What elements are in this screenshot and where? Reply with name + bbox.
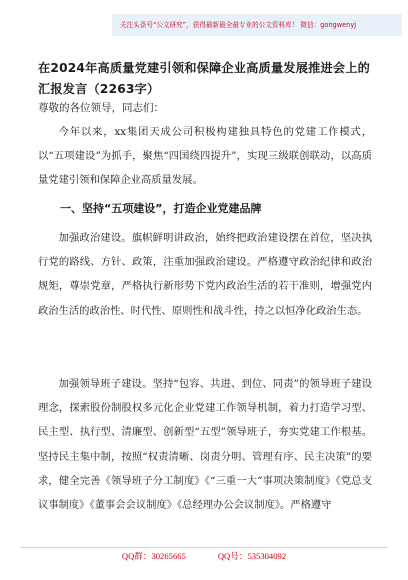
paragraph-political-construction: 加强政治建设。旗帜鲜明讲政治，始终把政治建设摆在首位，坚决执行党的路线、方针、政策，注重加强政治建设。严格遵守政治纪律和政治规矩，尊崇党章，严格执行新形势下党内政治生活的若干准则，增强党内政治生活的政治性、时代性、原则性和战斗性，持之以恒净化政治生态。	[38, 232, 372, 317]
top-banner	[112, 14, 402, 36]
salutation: 尊敬的各位领导，同志们：	[38, 102, 164, 114]
section-heading-1: 一、坚持“五项建设”，打造企业党建品牌	[60, 202, 262, 215]
document-title: 在2024年高质量党建引领和保障企业高质量发展推进会上的汇报发言（2263字）	[38, 61, 371, 96]
paragraph-intro: 今年以来，xx集团天成公司积极构建独具特色的党建工作模式，以“五项建设”为抓手，聚焦“四国绕四提升”，实现三级联创联动，以高质量党建引领和保障企业高质量发展。	[38, 126, 372, 187]
qq-number-text: QQ号：535304092	[217, 551, 287, 561]
paragraph-leadership-construction: 加强领导班子建设。坚持“包容、共进、到位、同责”的领导班子建设理念，探索股份制股权多元化企业党建工作领导机制，着力打造学习型、民主型、执行型、清廉型、创新型“五型”领导班子，夯实党建工作根基。坚持民主集中制，按照“权责清晰、岗责分明、管理有序、民主决策”的要求，健全完善《领导班子分工制度》《“三重一大”事项决策制度》《党总支议事制度》《董事会会议制度》《总经理办公会议制度》。严格遵守	[38, 378, 372, 512]
bottom-banner	[20, 547, 388, 564]
top-banner-text: 关注头条号“公文研究”，获得最新最全最专业的公文资料库！ 微信：gongwenyj	[120, 21, 357, 29]
qq-group-text: QQ群：30265665	[121, 551, 186, 561]
